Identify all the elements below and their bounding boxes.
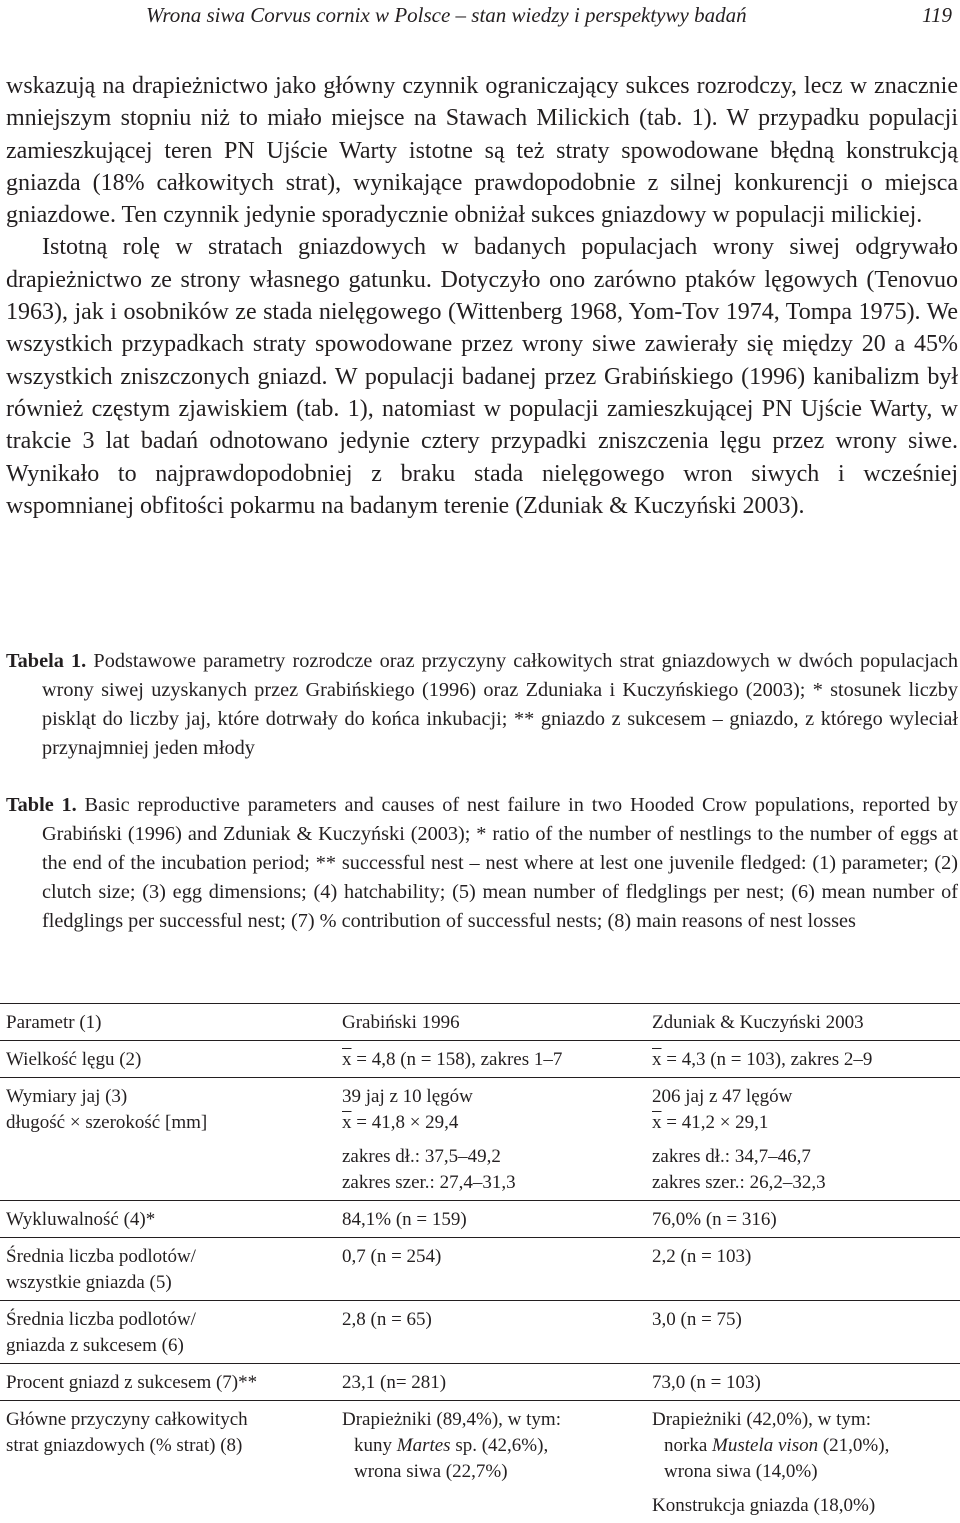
page-number: 119 [922,3,952,28]
label-line: Średnia liczba podlotów/ [6,1307,332,1333]
cell-text: (21,0%), [818,1435,889,1456]
cell-line [652,1110,956,1136]
cell-line [342,1110,642,1136]
table-row [0,1041,960,1078]
header-cell: Parametr (1) [0,1004,336,1041]
cell-line: 206 jaj z 47 lęgów [652,1084,956,1110]
mean-symbol: $\overline{x}$ [342,1112,352,1133]
label-line: wszystkie gniazda (5) [6,1270,332,1296]
table-row [0,1238,960,1301]
table-cell [646,1401,960,1523]
header-cell: Zduniak & Kuczyński 2003 [646,1004,960,1041]
cell-line: zakres szer.: 27,4–31,3 [342,1170,642,1196]
table-row [0,1201,960,1238]
row-label [0,1401,336,1523]
paragraph: Istotną rolę w stratach gniazdowych w badanych populacjach wrony siwej odgrywało drapieżnictwo ze strony własnego gatunku. Dotyczyło ono zarówno ptaków lęgowych (Tenovuo 1963), jak i osobników ze stada nielęgowego (Wittenberg 1968, Yom-Tov 1974, Tompa 1975). We wszystkich przypadkach straty spowodowane przez wrony siwe zawierały się między 20 a 45% wszystkich zniszczonych gniazd. W populacji badanej przez Grabińskiego (1996) kanibalizm był również częstym zjawiskiem (tab. 1), natomiast w populacji zamieszkującej PN Ujście Warty, w trakcie 3 lat badań odnotowano jedynie cztery przypadki zniszczenia lęgu przez wrony siwe. Wynikało to najprawdopodobniej z braku stada nielęgowego wron siwych i wcześniej wspomnianej obfitości pokarmu na badanym terenie (Zduniak & Kuczyński 2003). [6,231,958,522]
header-cell: Grabiński 1996 [336,1004,646,1041]
running-header [0,0,960,34]
cell-line: 39 jaj z 10 lęgów [342,1084,642,1110]
table-row [0,1364,960,1401]
row-label [0,1078,336,1201]
label-line: długość × szerokość [mm] [6,1110,332,1136]
table-cell: 76,0% (n = 316) [646,1201,960,1238]
cell-line: zakres dł.: 37,5–49,2 [342,1144,642,1170]
caption-body: Basic reproductive parameters and causes of nest failure in two Hooded Crow populations, reported by Grabiński (1996) and Zduniak & Kuczyński (2003); * ratio of the number of nestlings to the number of eggs at the end of the incubation period; ** successful nest – nest where at lest one juvenile fledged: (1) parameter; (2) clutch size; (3) egg dimensions; (4) hatchability; (5) mean number of fledglings per nest; (6) mean number of fledglings per successful nest; (7) % contribution of successful nests; (8) main reasons of nest losses [42,794,958,932]
table-cell: 73,0 (n = 103) [646,1364,960,1401]
table-cell: 84,1% (n = 159) [336,1201,646,1238]
table-caption-english [6,791,958,936]
table-cell: 2,8 (n = 65) [336,1301,646,1364]
cell-line: wrona siwa (22,7%) [342,1459,642,1485]
table-cell [646,1041,960,1078]
table-caption-polish [6,647,958,763]
label-line: Średnia liczba podlotów/ [6,1244,332,1270]
mean-symbol: $\overline{x}$ [652,1112,662,1133]
paragraph: wskazują na drapieżnictwo jako główny czynnik ograniczający sukces rozrodczy, lecz w znacznie mniejszym stopniu niż to miało miejsce na Stawach Milickich (tab. 1). W przypadku populacji zamieszkującej teren PN Ujście Warty istotne są też straty spowodowane błędną konstrukcją gniazda (18% całkowitych strat), wynikające prawdopodobnie z silnej konkurencji o miejsca gniazdowe. Ten czynnik jedynie sporadycznie obniżał sukces gniazdowy w populacji milickiej. [6,70,958,231]
cell-line: wrona siwa (14,0%) [652,1459,956,1485]
table-cell [336,1401,646,1523]
row-label [0,1301,336,1364]
label-line: strat gniazdowych (% strat) (8) [6,1433,332,1459]
row-label: Procent gniazd z sukcesem (7)** [0,1364,336,1401]
table-row [0,1301,960,1364]
cell-line: zakres dł.: 34,7–46,7 [652,1144,956,1170]
cell-value: = 4,3 (n = 103), zakres 2–9 [662,1049,873,1070]
table-cell [646,1078,960,1201]
caption-body: Podstawowe parametry rozrodcze oraz przyczyny całkowitych strat gniazdowych w dwóch populacjach wrony siwej uzyskanych przez Grabińskiego (1996) oraz Zduniaka i Kuczyńskiego (2003); * stosunek liczby piskląt do liczby jaj, które dotrwały do końca inkubacji; ** gniazdo z sukcesem – gniazdo, z którego wyleciał przynajmniej jeden młody [42,650,958,759]
row-label: Wielkość lęgu (2) [0,1041,336,1078]
mean-symbol: $\overline{x}$ [652,1049,662,1070]
body-text [6,70,958,522]
cell-line: Konstrukcja gniazda (18,0%) [652,1493,956,1519]
cell-value: = 41,8 × 29,4 [352,1112,459,1133]
table-cell [336,1041,646,1078]
running-title: Wrona siwa Corvus cornix w Polsce – stan wiedzy i perspektywy badań [146,3,747,28]
row-label [0,1238,336,1301]
table-row [0,1078,960,1201]
taxon-name: Mustela vison [712,1435,818,1456]
data-table [0,1003,960,1523]
caption-text [6,791,958,936]
caption-label: Tabela 1. [6,650,86,672]
table-row [0,1401,960,1523]
mean-symbol: $\overline{x}$ [342,1049,352,1070]
cell-value: = 4,8 (n = 158), zakres 1–7 [352,1049,563,1070]
table-cell [336,1078,646,1201]
cell-value: = 41,2 × 29,1 [662,1112,769,1133]
table-cell: 23,1 (n= 281) [336,1364,646,1401]
row-label: Wykluwalność (4)* [0,1201,336,1238]
cell-line: Drapieżniki (89,4%), w tym: [342,1407,642,1433]
cell-line: Drapieżniki (42,0%), w tym: [652,1407,956,1433]
taxon-name: Martes [397,1435,451,1456]
table-cell: 0,7 (n = 254) [336,1238,646,1301]
label-line: Wymiary jaj (3) [6,1084,332,1110]
table-cell: 3,0 (n = 75) [646,1301,960,1364]
cell-text: kuny [354,1435,397,1456]
cell-line [342,1433,642,1459]
label-line: gniazda z sukcesem (6) [6,1333,332,1359]
cell-line: zakres szer.: 26,2–32,3 [652,1170,956,1196]
label-line: Główne przyczyny całkowitych [6,1407,332,1433]
cell-text: sp. (42,6%), [451,1435,549,1456]
table-header-row [0,1004,960,1041]
cell-text: norka [664,1435,712,1456]
table-cell: 2,2 (n = 103) [646,1238,960,1301]
cell-line [652,1433,956,1459]
caption-label: Table 1. [6,794,77,816]
caption-text [6,647,958,763]
